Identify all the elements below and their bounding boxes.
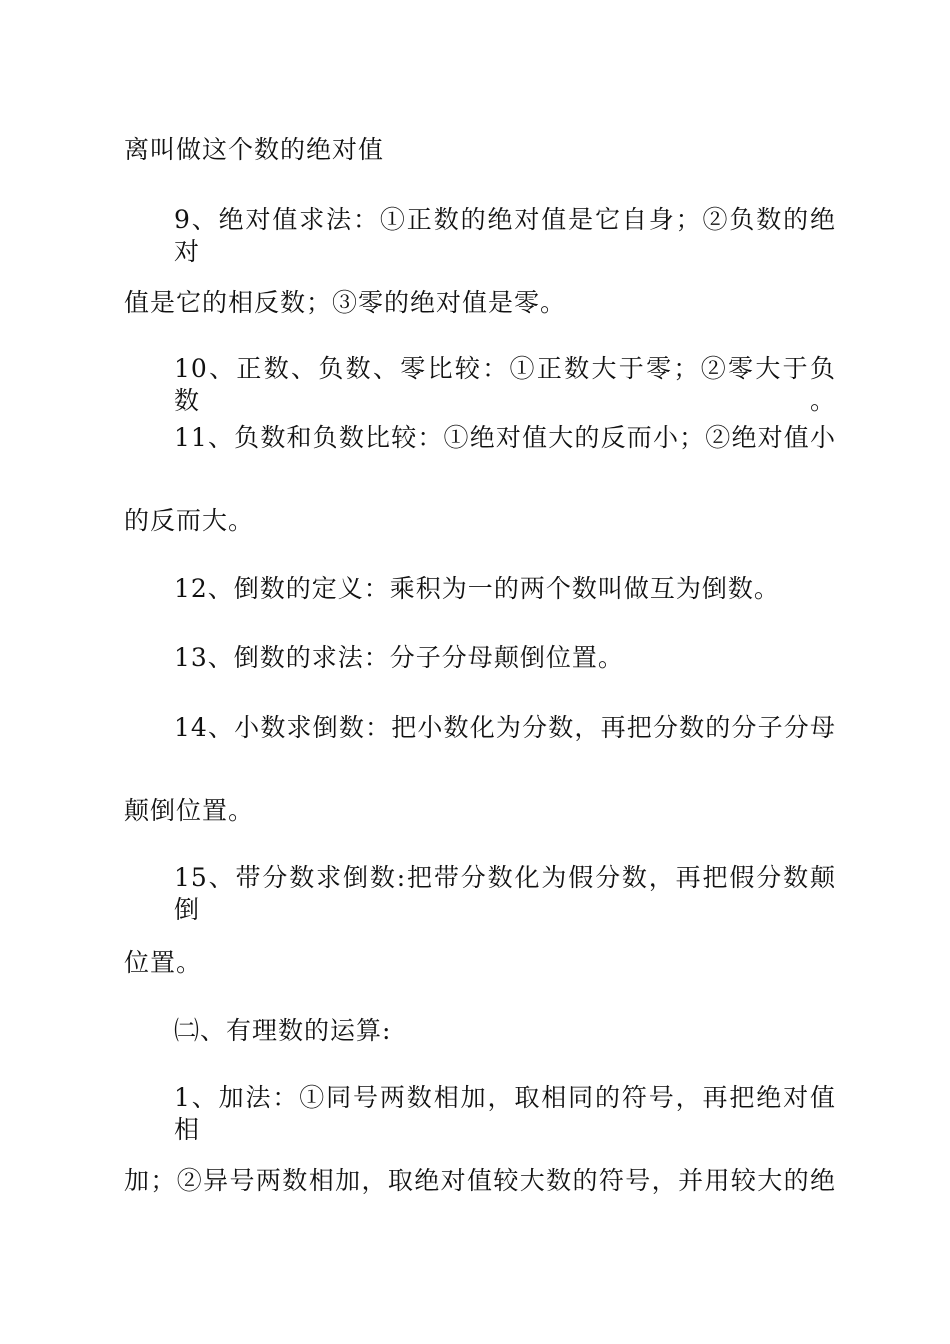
text-line-2: 9、绝对值求法：①正数的绝对值是它自身；②负数的绝对 xyxy=(174,205,836,266)
text-line-6: 的反而大。 xyxy=(124,506,255,535)
text-line-15: 加；②异号两数相加，取绝对值较大数的符号，并用较大的绝 xyxy=(124,1166,836,1195)
text-line-3: 值是它的相反数；③零的绝对值是零。 xyxy=(124,288,567,317)
text-line-4: 10、正数、负数、零比较：①正数大于零；②零大于负数。 xyxy=(174,354,836,415)
text-line-14: 1、加法：①同号两数相加，取相同的符号，再把绝对值相 xyxy=(174,1083,836,1144)
text-line-10: 颠倒位置。 xyxy=(124,796,255,825)
text-line-5: 11、负数和负数比较：①绝对值大的反而小；②绝对值小 xyxy=(174,423,836,452)
text-line-1: 离叫做这个数的绝对值 xyxy=(124,135,385,164)
text-line-12: 位置。 xyxy=(124,948,203,977)
text-line-8: 13、倒数的求法：分子分母颠倒位置。 xyxy=(174,643,624,672)
section-heading: ㈡、有理数的运算: xyxy=(174,1016,392,1045)
text-line-9: 14、小数求倒数：把小数化为分数，再把分数的分子分母 xyxy=(174,713,836,742)
text-line-7: 12、倒数的定义：乘积为一的两个数叫做互为倒数。 xyxy=(174,574,780,603)
text-line-11: 15、带分数求倒数:把带分数化为假分数，再把假分数颠倒 xyxy=(174,863,836,924)
